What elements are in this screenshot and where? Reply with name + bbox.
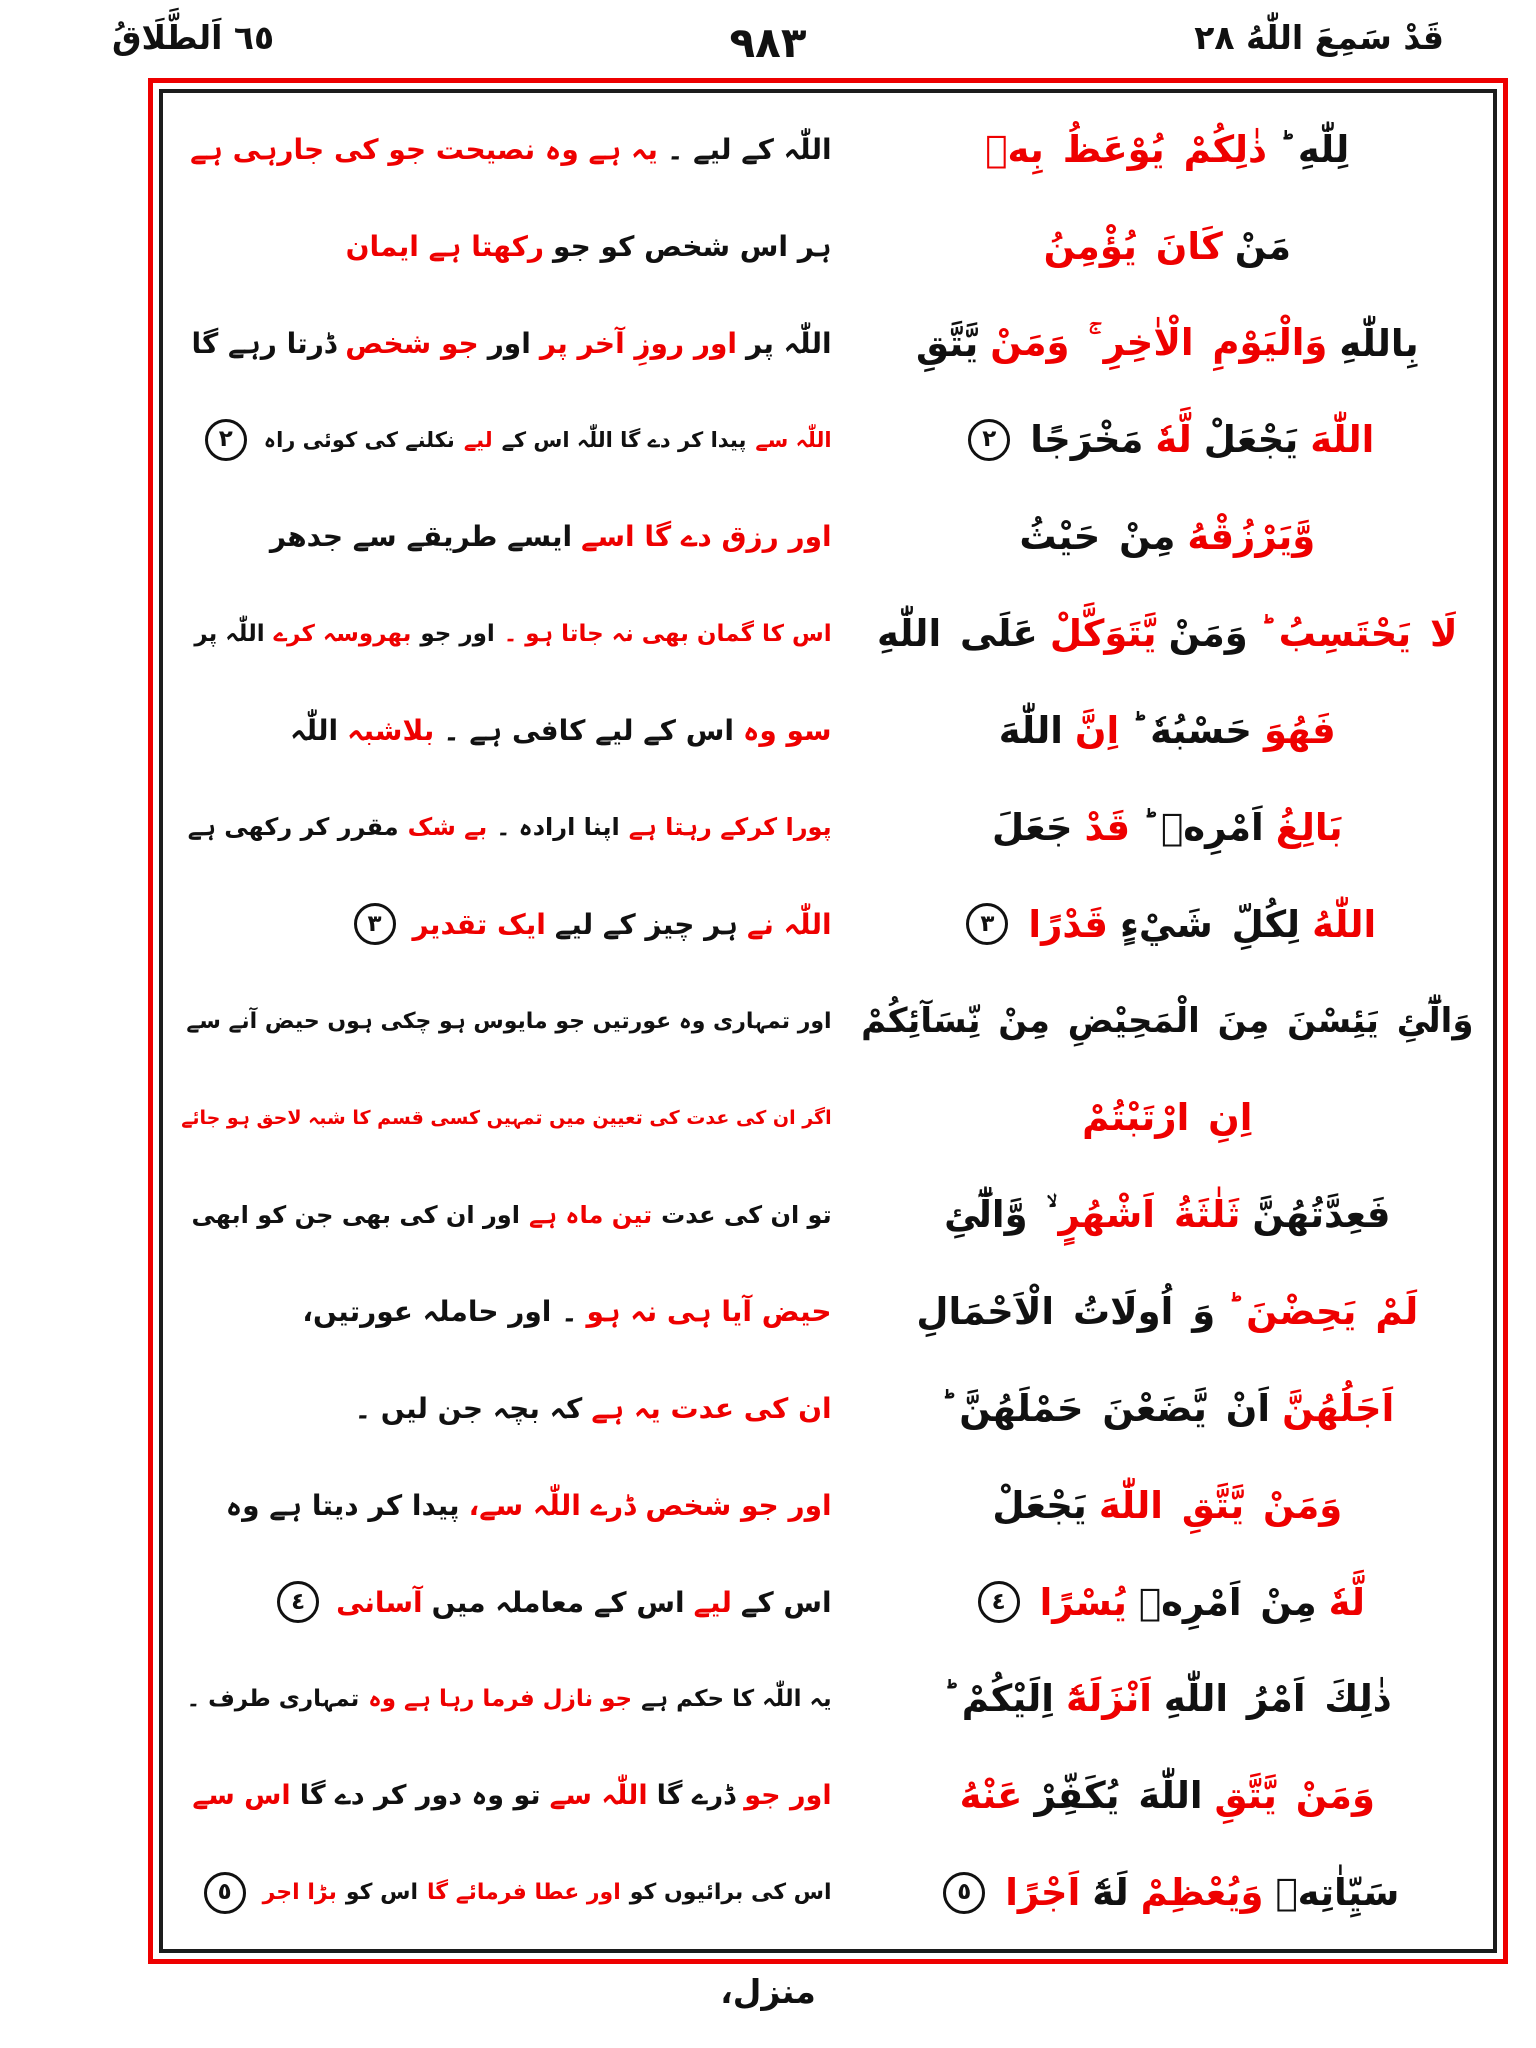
arabic-verse-line [854, 1069, 1481, 1166]
text-segment: وَالْيَوْمِ الْاٰخِرِ ۚ وَمَنْ [990, 321, 1328, 365]
verse-number-circle: ٣ [354, 903, 396, 945]
text-segment: اور رزق دے گا اسے [581, 520, 832, 554]
urdu-translation-line [175, 682, 842, 779]
urdu-translation-line [175, 392, 842, 489]
arabic-verse-line [854, 1263, 1481, 1360]
arabic-verse-line [854, 1651, 1481, 1748]
text-segment: تین ماہ ہے [528, 1200, 653, 1229]
text-segment: ۔ اور حاملہ عورتیں، [302, 1295, 578, 1329]
text-segment: اس کی برائیوں کو [629, 1880, 832, 1906]
urdu-translation-line [175, 585, 842, 682]
text-segment: اللّٰہ نے [746, 907, 832, 941]
text-segment: تمہاری طرف ۔ [186, 1685, 360, 1712]
urdu-translation-column [175, 101, 848, 1941]
text-segment: یہ ہے وہ نصیحت جو کی جارہی ہے [190, 132, 658, 166]
text-segment: عَلَى اللّٰهِ [877, 612, 1038, 656]
urdu-translation-line [175, 1360, 842, 1457]
arabic-verse-line [854, 1747, 1481, 1844]
text-segment: مِنْ اَمْرِهٖ [1138, 1580, 1317, 1624]
urdu-translation-line [175, 1166, 842, 1263]
text-segment: اور جو [744, 1780, 832, 1812]
text-segment: ان کی عدت یہ ہے [591, 1391, 832, 1425]
text-segment: كَانَ يُؤْمِنُ [1043, 224, 1223, 268]
text-segment: اللّٰہ سے [549, 1780, 648, 1812]
arabic-verse-line [854, 1166, 1481, 1263]
text-segment: اَجْرًا [1005, 1871, 1081, 1915]
text-segment: بھروسہ کرے [273, 620, 412, 647]
urdu-translation-line [175, 198, 842, 295]
urdu-translation-line [175, 1844, 842, 1941]
text-segment: لَهٗٓ [1092, 1871, 1129, 1915]
text-segment: يَجْعَلْ [1203, 418, 1299, 462]
text-segment: مَخْرَجًا [1030, 418, 1144, 462]
text-segment: مقرر کر رکھی ہے [187, 813, 399, 842]
inner-black-border [159, 89, 1497, 1953]
text-segment: اَنْ يَّضَعْنَ حَمْلَهُنَّ ؕ [940, 1386, 1271, 1430]
text-segment: عَنْهُ [959, 1774, 1023, 1818]
arabic-verse-line [854, 1457, 1481, 1554]
arabic-verse-line [854, 585, 1481, 682]
text-segment: اس کے لیے کافی ہے ۔ [443, 713, 734, 747]
verse-number-circle: ٤ [277, 1581, 319, 1623]
text-segment: جو شخص [345, 326, 479, 360]
text-segment: ۙ وَّالّٰٓئِ [944, 1192, 1047, 1236]
page-header [0, 8, 1536, 74]
text-segment: اللّٰهَ [1310, 418, 1375, 462]
verse-number-circle: ٥ [204, 1872, 246, 1914]
urdu-translation-line [175, 1263, 842, 1360]
text-segment: نکلنے کی کوئی راہ [263, 427, 455, 452]
urdu-translation-line [175, 488, 842, 585]
arabic-verse-line [854, 295, 1481, 392]
urdu-translation-line [175, 973, 842, 1070]
text-segment: وَمَنْ يَّتَّقِ [1214, 1774, 1375, 1818]
text-segment: اِنِ ارْتَبْتُمْ [1082, 1096, 1253, 1140]
arabic-verse-line [854, 488, 1481, 585]
text-segment: ایک تقدیر [412, 907, 546, 941]
text-segment: بلاشبہ [347, 713, 435, 747]
text-segment: اللّٰہ [290, 713, 339, 747]
text-segment: وَمَنْ يَّتَّقِ اللّٰهَ [1098, 1483, 1343, 1527]
verse-number-circle: ٣ [966, 903, 1008, 945]
text-segment: جو نازل فرما رہا ہے وہ [368, 1685, 633, 1712]
text-segment: اللّٰهَ يُكَفِّرْ [1034, 1774, 1203, 1818]
arabic-verse-line [854, 973, 1481, 1070]
urdu-translation-line [175, 1747, 842, 1844]
text-segment: اَجَلُهُنَّ [1282, 1386, 1395, 1430]
text-segment: آسانی [336, 1585, 423, 1619]
text-segment: لِلّٰهِ ؕ [1278, 127, 1350, 171]
manzil-label: منزل، [720, 1972, 816, 2011]
text-segment: حَسْبُهٗ ؕ [1131, 708, 1252, 752]
text-segment: اَمْرِهٖ ؕ [1142, 805, 1264, 849]
text-segment: ایسے طریقے سے جدھر [269, 520, 573, 554]
text-segment: سَيِّاٰتِهٖ [1275, 1871, 1400, 1915]
urdu-translation-line [175, 779, 842, 876]
text-segment: بَالِغُ [1275, 805, 1343, 849]
text-segment: اِلَيْكُمْ ؕ [942, 1677, 1054, 1721]
juz-title: قَدْ سَمِعَ اللّٰهُ ٢٨ [1194, 18, 1444, 57]
urdu-translation-line [175, 876, 842, 973]
text-segment: يَجْعَلْ [992, 1483, 1087, 1527]
text-segment: ہر اس شخص کو جو [553, 229, 832, 263]
arabic-verse-line [854, 1844, 1481, 1941]
text-segment: وَمَنْ [1168, 612, 1248, 656]
text-segment: اللّٰہ سے [755, 427, 832, 452]
verse-number-circle: ٢ [205, 419, 247, 461]
arabic-verse-line [854, 1360, 1481, 1457]
text-segment: تو ان کی عدت [661, 1200, 832, 1229]
text-segment: فَهُوَ [1263, 708, 1336, 752]
outer-red-border [148, 78, 1508, 1964]
arabic-verse-line [854, 682, 1481, 779]
text-segment: اس کو [345, 1880, 418, 1906]
text-segment: اَنْزَلَهٗٓ [1065, 1677, 1152, 1721]
text-segment: اپنا ارادہ ۔ [496, 813, 620, 842]
urdu-translation-line [175, 295, 842, 392]
text-segment: لَّهٗ [1328, 1580, 1365, 1624]
text-segment: وَالّٰٓئِ يَئِسْنَ مِنَ الْمَحِيْضِ مِنْ نِّسَآئِكُمْ [861, 1001, 1474, 1042]
text-segment: پیدا کر دے گا اللّٰہ اس کے [501, 427, 747, 452]
text-segment: اللّٰہ کے لیے ۔ [666, 132, 832, 166]
urdu-translation-line [175, 1651, 842, 1748]
text-segment: جَعَلَ [991, 805, 1073, 849]
surah-title: ٦٥ اَلطَّلَاقُ [112, 18, 275, 57]
text-segment: لَمْ يَحِضْنَ ؕ [1227, 1290, 1419, 1334]
text-segment: لَّهٗ [1155, 418, 1192, 462]
text-segment: اللّٰہ پر [194, 620, 265, 647]
text-segment: مَنْ [1234, 224, 1291, 268]
text-segment: بے شک [407, 813, 488, 842]
text-segment: حیض آیا ہی نہ ہو [586, 1295, 832, 1329]
arabic-verse-line [854, 101, 1481, 198]
text-segment: ڈرے گا [656, 1780, 736, 1812]
text-segment: کہ بچہ جن لیں ۔ [354, 1391, 583, 1425]
text-segment: اور جو شخص ڈرے اللّٰہ سے، [468, 1488, 832, 1522]
text-segment: ذٰلِكُمْ يُوْعَظُ بِهٖ [985, 127, 1267, 171]
verse-number-circle: ٥ [943, 1872, 985, 1914]
text-segment: پورا کرکے رہتا ہے [628, 813, 832, 842]
text-segment: یہ اللّٰہ کا حکم ہے [641, 1685, 832, 1712]
text-segment: ہر چیز کے لیے [554, 907, 738, 941]
arabic-text-column [848, 101, 1481, 1941]
text-segment: اور تمہاری وہ عورتیں جو مایوس ہو چکی ہوں حیض آنے سے [186, 1008, 832, 1034]
text-segment: يَّتَّقِ [915, 321, 979, 365]
text-segment: وَيُعْظِمْ [1140, 1871, 1264, 1915]
text-segment: لیے [463, 427, 493, 452]
text-segment: وَّيَرْزُقْهُ [1187, 515, 1316, 559]
text-segment: قَدْ [1084, 805, 1131, 849]
text-segment: اللّٰهَ [998, 708, 1063, 752]
text-segment: بِاللّٰهِ [1339, 321, 1419, 365]
text-segment: وَ اُولَاتُ الْاَحْمَالِ [916, 1290, 1216, 1334]
text-segment: اِنَّ [1074, 708, 1120, 752]
text-segment: اس سے [192, 1780, 291, 1812]
page-content [175, 101, 1481, 1941]
urdu-translation-line [175, 1069, 842, 1166]
text-segment: اس کے [740, 1585, 832, 1619]
text-segment: مِنْ حَيْثُ [1019, 515, 1176, 559]
text-segment: اس کا گمان بھی نہ جاتا ہو ۔ [503, 620, 832, 647]
text-segment: اور ان کی بھی جن کو ابھی [191, 1200, 520, 1229]
urdu-translation-line [175, 101, 842, 198]
text-segment: فَعِدَّتُهُنَّ [1252, 1193, 1391, 1237]
text-segment: اور عطا فرمائے گا [427, 1880, 621, 1906]
verse-number-circle: ٢ [968, 419, 1010, 461]
urdu-translation-line [175, 1554, 842, 1651]
arabic-verse-line [854, 1554, 1481, 1651]
arabic-verse-line [854, 876, 1481, 973]
arabic-verse-line [854, 392, 1481, 489]
text-segment: يَّتَوَكَّلْ [1049, 612, 1157, 656]
text-segment: اللّٰہ پر [745, 326, 832, 360]
text-segment: يُسْرًا [1039, 1580, 1127, 1624]
text-segment: رکھتا ہے ایمان [345, 229, 545, 263]
text-segment: تو وہ دور کر دے گا [299, 1780, 541, 1812]
text-segment: ذٰلِكَ اَمْرُ اللّٰهِ [1163, 1677, 1392, 1721]
arabic-verse-line [854, 779, 1481, 876]
verse-number-circle: ٤ [978, 1581, 1020, 1623]
text-segment: لِكُلِّ شَيْءٍ [1120, 902, 1301, 946]
urdu-translation-line [175, 1457, 842, 1554]
text-segment: لیے [693, 1585, 732, 1619]
page-footer [0, 1972, 1536, 2032]
text-segment: اور روزِ آخر پر [539, 326, 737, 360]
text-segment: پیدا کر دیتا ہے وہ [225, 1488, 460, 1522]
text-segment: اللّٰهُ [1312, 902, 1377, 946]
text-segment: ڈرتا رہے گا [191, 326, 337, 360]
text-segment: اور [487, 326, 531, 360]
text-segment: قَدْرًا [1028, 902, 1108, 946]
text-segment: اگر ان کی عدت کی تعیین میں تمہیں کسی قسم کا شبہ لاحق ہو جائے [181, 1106, 832, 1129]
text-segment: سو وہ [742, 713, 832, 747]
arabic-verse-line [854, 198, 1481, 295]
text-segment: اور جو [420, 620, 495, 647]
text-segment: اس کے معاملہ میں [431, 1585, 685, 1619]
text-segment: لَا يَحْتَسِبُ ؕ [1259, 612, 1458, 656]
text-segment: بڑا اجر [262, 1880, 337, 1906]
text-segment: ثَلٰثَةُ اَشْهُرٍ [1058, 1193, 1241, 1237]
page-number: ٩٨٣ [729, 18, 807, 67]
